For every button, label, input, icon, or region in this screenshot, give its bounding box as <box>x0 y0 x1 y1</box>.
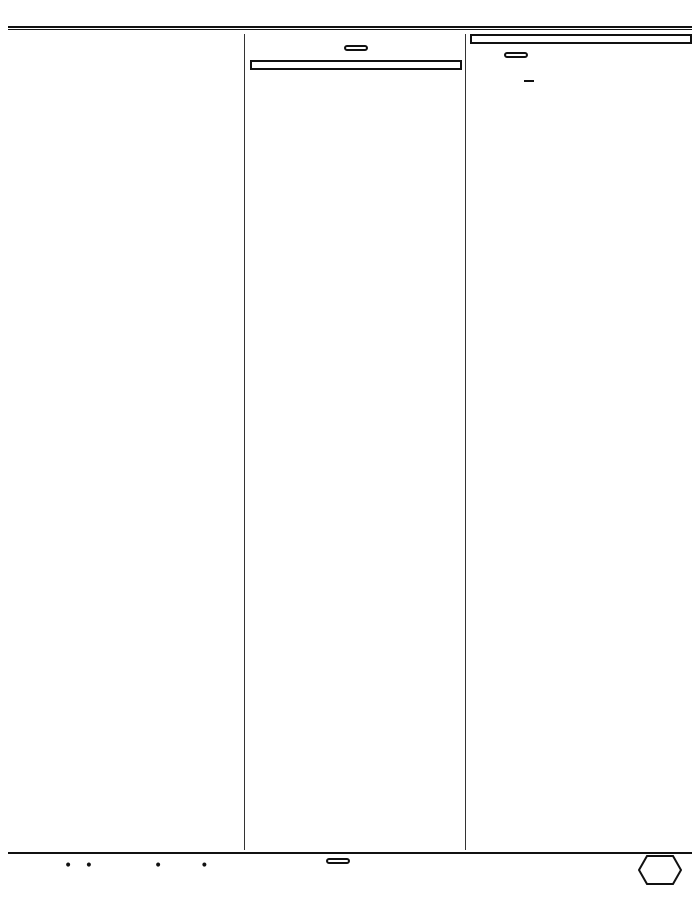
header-rule <box>8 26 692 28</box>
calc-line-boxed <box>470 71 692 85</box>
footer-rule <box>8 852 692 854</box>
magazine-name <box>326 858 350 864</box>
column-divider <box>465 34 466 850</box>
answers-explanations-column <box>470 34 692 92</box>
footer-decoration: • • <box>64 858 97 874</box>
column-divider <box>244 34 245 850</box>
answers-table-2 <box>470 34 692 44</box>
questions-column-2 <box>250 34 462 70</box>
footer-decoration: •• <box>154 858 247 874</box>
answers-title <box>344 45 368 51</box>
explanations-title <box>504 52 528 58</box>
answers-table-1 <box>250 60 462 70</box>
page-number-badge <box>638 855 682 885</box>
explanations-list <box>470 71 692 85</box>
header-rule-thin <box>8 29 692 30</box>
